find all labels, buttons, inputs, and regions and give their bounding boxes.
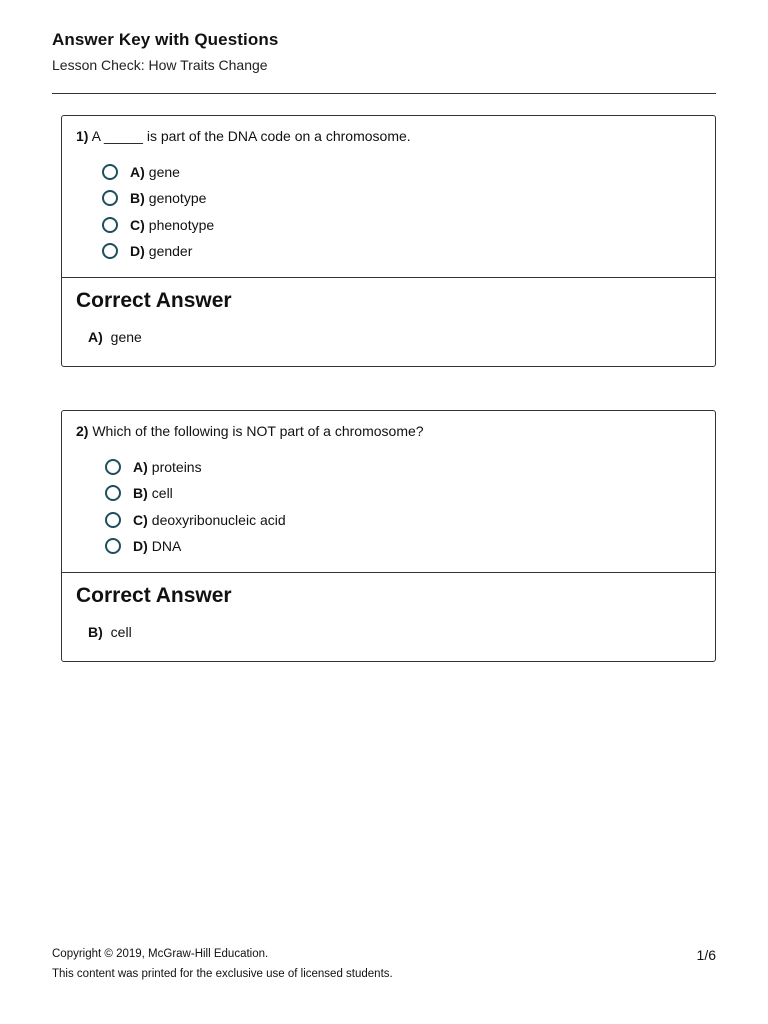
question-card-2	[61, 410, 716, 662]
option-a[interactable]	[105, 454, 286, 480]
radio-icon[interactable]	[105, 485, 121, 501]
radio-icon[interactable]	[102, 217, 118, 233]
correct-answer-value	[88, 329, 142, 345]
answer-text: gene	[110, 329, 142, 345]
option-c[interactable]	[105, 507, 286, 533]
option-text: genotype	[148, 190, 207, 207]
page-footer	[52, 948, 716, 980]
option-letter: A)	[130, 164, 145, 181]
radio-icon[interactable]	[105, 512, 121, 528]
option-text: deoxyribonucleic acid	[151, 511, 286, 528]
question-text	[76, 128, 411, 144]
question-text	[76, 423, 424, 439]
option-letter: B)	[130, 190, 145, 207]
radio-icon[interactable]	[105, 538, 121, 554]
option-letter: D)	[133, 538, 148, 555]
answer-text: cell	[110, 624, 132, 640]
question-number: 1)	[76, 128, 89, 144]
option-d[interactable]	[105, 533, 286, 559]
option-c[interactable]	[102, 212, 214, 238]
correct-answer-value	[88, 624, 132, 640]
question-section	[62, 411, 715, 573]
copyright-text: Copyright © 2019, McGraw-Hill Education.	[52, 948, 269, 960]
license-notice: This content was printed for the exclusive use of licensed students.	[52, 968, 393, 980]
option-a[interactable]	[102, 159, 214, 185]
answer-letter: B)	[88, 624, 103, 640]
option-letter: C)	[133, 511, 148, 528]
question-prompt: A _____ is part of the DNA code on a chromosome.	[91, 128, 411, 144]
option-d[interactable]	[102, 238, 214, 264]
document-title: Answer Key with Questions	[52, 30, 279, 49]
option-text: gender	[148, 243, 193, 260]
option-text: cell	[151, 485, 173, 502]
answer-letter: A)	[88, 329, 103, 345]
page-number: 1/6	[696, 947, 716, 963]
radio-icon[interactable]	[102, 243, 118, 259]
question-card-1	[61, 115, 716, 367]
correct-answer-heading: Correct Answer	[76, 584, 232, 607]
option-text: DNA	[151, 538, 182, 555]
option-text: gene	[148, 164, 180, 181]
option-letter: D)	[130, 243, 145, 260]
option-b[interactable]	[105, 480, 286, 506]
question-prompt: Which of the following is NOT part of a chromosome?	[92, 423, 424, 439]
option-letter: B)	[133, 485, 148, 502]
options-list	[102, 159, 214, 264]
option-text: phenotype	[148, 216, 215, 233]
header-divider	[52, 93, 716, 94]
radio-icon[interactable]	[102, 164, 118, 180]
radio-icon[interactable]	[105, 459, 121, 475]
radio-icon[interactable]	[102, 190, 118, 206]
correct-answer-heading: Correct Answer	[76, 289, 232, 312]
option-b[interactable]	[102, 185, 214, 211]
document-subtitle: Lesson Check: How Traits Change	[52, 57, 268, 73]
document-header	[52, 30, 716, 73]
question-section	[62, 116, 715, 278]
option-letter: C)	[130, 216, 145, 233]
question-number: 2)	[76, 423, 89, 439]
option-text: proteins	[151, 459, 202, 476]
options-list	[105, 454, 286, 559]
option-letter: A)	[133, 459, 148, 476]
